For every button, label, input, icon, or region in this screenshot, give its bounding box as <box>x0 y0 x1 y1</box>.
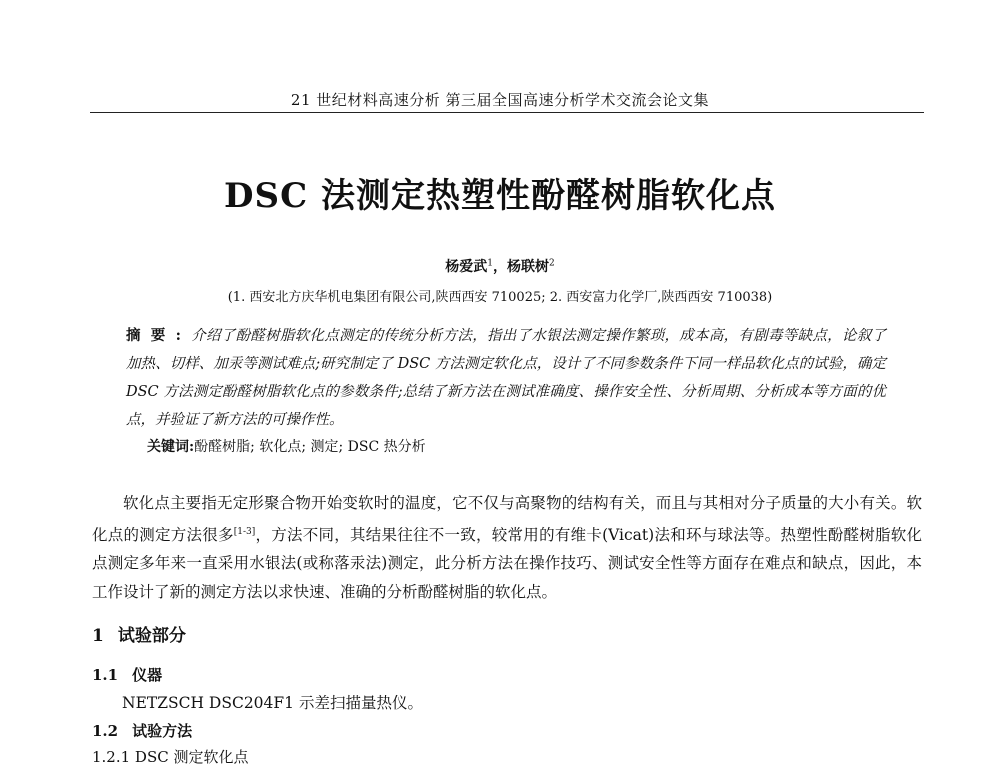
author-2-affil-mark: 2 <box>549 258 555 269</box>
author-2: 杨联树 <box>507 259 549 275</box>
intro-paragraph <box>92 489 922 606</box>
author-separator: ， <box>493 259 507 275</box>
abstract-label: 摘要: <box>126 327 191 344</box>
section-heading-1 <box>92 621 186 646</box>
section-heading-1-2-1: 1.2.1 DSC 测定软化点 <box>92 748 249 766</box>
instrument-text: NETZSCH DSC204F1 示差扫描量热仪。 <box>122 694 423 712</box>
citation: [1-3] <box>233 526 256 537</box>
intro-text-2: ，方法不同，其结果往往不一致，较常用的有维卡(Vicat)法和环与球法等。热塑性酚醛树脂软化点测定多年来一直采用水银法(或称落汞法)测定，此分析方法在操作技巧、测试安全性等方面存在难点和缺点，因此，本工作设计了新的测定方法以求快速、准确的分析酚醛树脂的软化点。 <box>92 525 922 601</box>
section-title: 试验方法 <box>132 722 193 740</box>
section-heading-1-1 <box>92 664 162 685</box>
section-title: 试验部分 <box>117 626 186 646</box>
section-number: 1.1 <box>92 666 119 684</box>
header-rule <box>90 112 924 113</box>
keywords-label: 关键词: <box>147 439 195 455</box>
section-number: 1.2 <box>92 722 119 740</box>
intro-text-1: 软化点主要指无定形聚合物开始变软时的温度，它不仅与高聚物的结构有关，而且与其相对分子质量的大小有关。软化点的测定方法很多 <box>92 494 922 544</box>
authors <box>0 256 1000 276</box>
keywords-text: 酚醛树脂; 软化点; 测定; DSC 热分析 <box>194 439 426 455</box>
running-head: 21 世纪材料高速分析 第三届全国高速分析学术交流会论文集 <box>290 91 710 109</box>
author-1-affil-mark: 1 <box>487 258 493 269</box>
author-1: 杨爱武 <box>445 259 488 275</box>
affiliation: (1. 西安北方庆华机电集团有限公司,陕西西安 710025; 2. 西安富力化学厂,陕西西安 710038) <box>227 290 773 305</box>
paper-title: DSC 法测定热塑性酚醛树脂软化点 <box>224 176 776 216</box>
section-number: 1 <box>92 626 104 646</box>
keywords <box>147 437 887 457</box>
abstract <box>126 322 886 434</box>
section-heading-1-2 <box>92 720 192 741</box>
section-title: 仪器 <box>132 666 163 684</box>
abstract-text: 介绍了酚醛树脂软化点测定的传统分析方法，指出了水银法测定操作繁琐，成本高，有剧毒等缺点，论叙了加热、切样、加汞等测试难点;研究制定了 DSC 方法测定软化点，设计了不同参数条件下同一样品软化点的试验，确定 DSC 方法测定酚醛树脂软化点的参数条件;总结了新方法在测试准确度、操作安全性、分析周期、分析成本等方面的优点，并验证了新方法的可操作性。 <box>126 328 886 428</box>
